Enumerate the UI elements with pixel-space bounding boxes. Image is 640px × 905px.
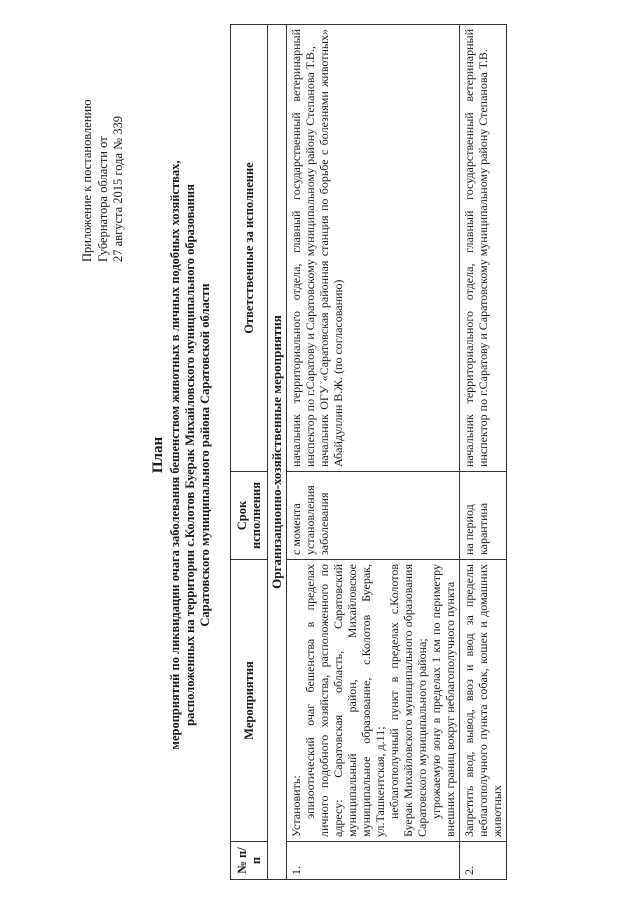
measure-intro: Установить:	[289, 775, 303, 837]
header-responsible: Ответственные за исполнение	[231, 25, 268, 472]
row-term: с момента установления заболевания	[287, 472, 460, 560]
row-measure	[287, 560, 460, 842]
measures-table	[230, 24, 507, 880]
plan-subtitle-line: Саратовского муниципального района Саратовской области	[198, 283, 212, 627]
measure-paragraph: угрожаемую зону в пределах 1 км по периметру внешних границ вокруг неблагополучного пункта	[429, 564, 457, 837]
plan-subtitle-line: мероприятий по ликвидации очага заболевания бешенством животных в личных подобных хозяйствах,	[168, 160, 182, 750]
header-term: Срок исполнения	[231, 472, 268, 560]
appendix-line: Приложение к постановлению	[80, 99, 94, 262]
header-measures: Мероприятия	[231, 560, 268, 842]
measure-paragraph: эпизоотический очаг бешенства в пределах личного подобного хозяйства, расположенного по адресу: Саратовская область, Саратовский муниципальный район, Михайловское муниципальное образование, с.Колотов Буерак, ул.Ташкентская, д.11;	[303, 564, 387, 837]
table-row	[460, 25, 507, 880]
row-num: 2.	[460, 842, 507, 880]
row-responsible: начальник территориального отдела, главный государственный ветеринарный инспектор по г.Саратову и Саратовскому муниципальному району Степанова Т.В.	[460, 25, 507, 472]
responsible-paragraph: начальник ОГУ «Саратовская районная станция по борьбе с болезнями животных» Абайдуллин В.Ж. (по согласованию)	[317, 29, 345, 467]
appendix-line: 27 августа 2015 года № 339	[111, 116, 125, 262]
section-row	[268, 25, 287, 880]
appendix-line: Губернатора области от	[95, 136, 110, 262]
header-num: № п/п	[231, 842, 268, 880]
table-header-row	[231, 25, 268, 880]
table-row	[287, 25, 460, 880]
section-title: Организационно-хозяйственные мероприятия	[268, 25, 287, 880]
plan-subtitle-line: расположенных на территории с.Колотов Буерак Михайловского муниципального образования	[183, 184, 197, 726]
responsible-paragraph: начальник территориального отдела, главный государственный ветеринарный инспектор по г.Саратову и Саратовскому муниципальному району Степанова Т.В.,	[289, 29, 317, 467]
row-responsible	[287, 25, 460, 472]
row-term: на период карантина	[460, 472, 507, 560]
appendix-block	[80, 32, 127, 262]
measure-paragraph: неблагополучный пункт в пределах с.Колотов Буерак Михайловского муниципального образования Саратовского муниципального района;	[387, 564, 429, 837]
plan-subtitle	[168, 155, 213, 755]
row-num: 1.	[287, 842, 460, 880]
plan-title: План	[150, 436, 166, 474]
row-measure: Запретить ввод, вывод, ввоз и ввод за пределы неблагополучного пункта собак, кошек и домашних животных	[460, 560, 507, 842]
